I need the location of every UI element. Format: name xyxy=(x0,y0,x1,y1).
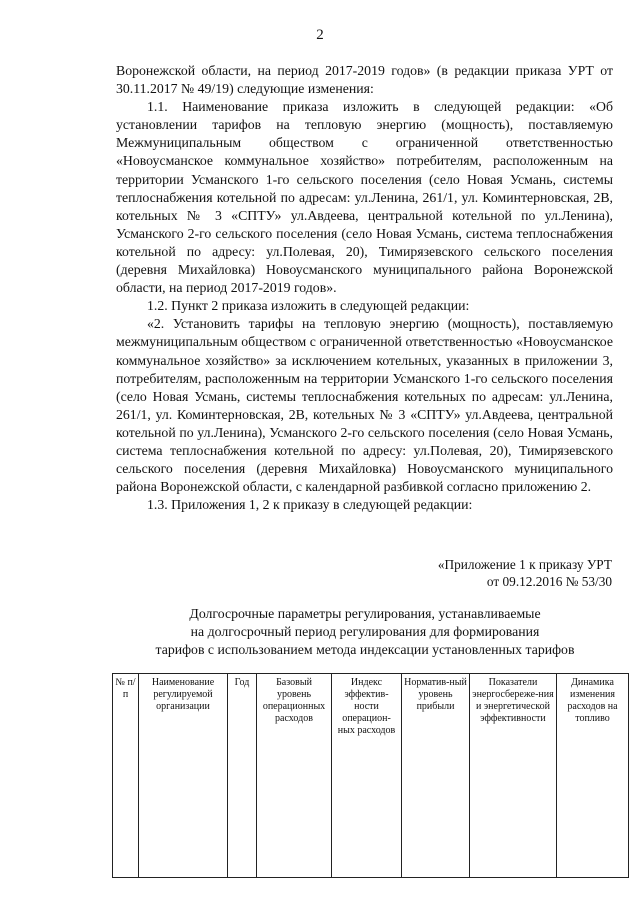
paragraph-1-1: 1.1. Наименование приказа изложить в следующей редакции: «Об установлении тарифов на тепловую энергию (мощность), поставляемую Межмуниципальным обществом с ограниченной ответственностью «Новоусманское коммунальное хозяйство» потребителям, расположенным на территории Усманского 1-го сельского поселения (село Новая Усмань, системы теплоснабжения котельной по адресам: ул.Ленина, 261/1, ул. Коминтерновская, 2В, котельных № 3 «СПТУ» ул.Авдеева, центральной котельной по ул.Ленина), Усманского 2-го сельского поселения (село Новая Усмань, система теплоснабжения котельной по адресу: ул.Полевая, 20), Тимирязевского сельского поселения (деревня Михайловка) Новоусманского муниципального района Воронежской области, на период 2017-2019 годов». xyxy=(116,99,613,296)
header-cell-base-opex: Базовый уровень операционных расходов xyxy=(257,674,332,878)
paragraph-intro: Воронежской области, на период 2017-2019 годов» (в редакции приказа УРТ от 30.11.2017 № 49/19) следующие изменения: xyxy=(116,63,613,97)
header-cell-opex-index: Индекс эффектив-ности операцион-ных расходов xyxy=(332,674,402,878)
parameters-table xyxy=(112,673,629,878)
header-cell-number: № п/п xyxy=(113,674,139,878)
appendix-ref-line-1: «Приложение 1 к приказу УРТ xyxy=(437,557,612,572)
body-text xyxy=(116,62,613,514)
paragraph-1-2: 1.2. Пункт 2 приказа изложить в следующей редакции: xyxy=(147,298,470,314)
table-header-row xyxy=(113,674,629,878)
header-cell-profit-level: Норматив-ный уровень прибыли xyxy=(402,674,470,878)
page-number: 2 xyxy=(316,27,324,43)
paragraph-1-3: 1.3. Приложения 1, 2 к приказу в следующей редакции: xyxy=(147,497,473,513)
paragraph-clause-2: «2. Установить тарифы на тепловую энергию (мощность), поставляемую межмуниципальным обществом с ограниченной ответственностью «Новоусманское коммунальное хозяйство» за исключением котельных, указанных в приложении 3, потребителям, расположенным на территории Усманского 1-го сельского поселения (село Новая Усмань, системы теплоснабжения котельных по адресам: ул.Ленина, 261/1, ул. Коминтерновская, 2В, котельных № 3 «СПТУ» ул.Авдеева, центральной котельной по ул.Ленина), Усманского 2-го сельского поселения (село Новая Усмань, система теплоснабжения котельной по адресу: ул.Полевая, 20), Тимирязевского сельского поселения (деревня Михайловка) Новоусманского муниципального района Воронежской области, с календарной разбивкой согласно приложению 2. xyxy=(116,316,613,495)
appendix-reference xyxy=(438,556,612,590)
header-cell-fuel-costs: Динамика изменения расходов на топливо xyxy=(557,674,629,878)
header-cell-energy-efficiency: Показатели энергосбереже-ния и энергетической эффективности xyxy=(470,674,557,878)
table-title-line-2: на долгосрочный период регулирования для формирования xyxy=(190,624,540,639)
header-cell-year: Год xyxy=(228,674,257,878)
header-cell-organization: Наименование регулируемой организации xyxy=(139,674,228,878)
table-title-line-3: тарифов с использованием метода индексации установленных тарифов xyxy=(155,642,575,657)
appendix-ref-line-2: от 09.12.2016 № 53/30 xyxy=(486,574,612,589)
table-title xyxy=(100,605,630,659)
table-title-line-1: Долгосрочные параметры регулирования, устанавливаемые xyxy=(189,606,541,621)
